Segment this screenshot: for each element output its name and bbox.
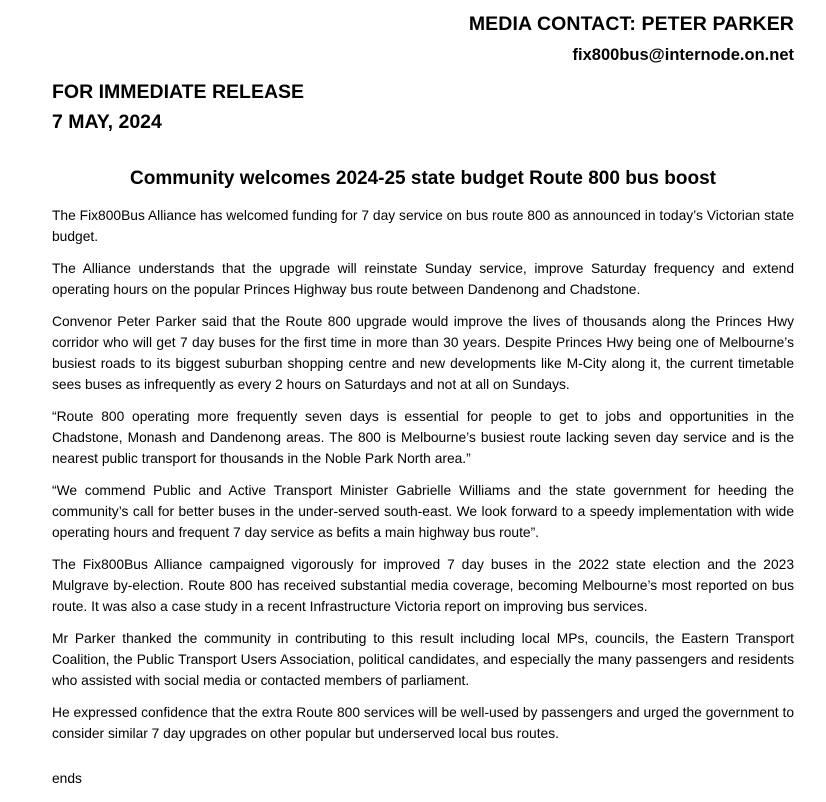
paragraph-8: He expressed confidence that the extra Route 800 services will be well-used by passengers and urged the government to consider similar 7 day upgrades on other popular but underserved local bus routes.	[52, 705, 794, 741]
paragraph-6: The Fix800Bus Alliance campaigned vigorously for improved 7 day buses in the 2022 state election and the 2023 Mulgrave by-election. Route 800 has received substantial media coverage, becoming Melbourne’s most reported on bus route. It was also a case study in a recent Infrastructure Victoria report on improving bus services.	[52, 557, 794, 614]
paragraph-5: “We commend Public and Active Transport Minister Gabrielle Williams and the state government for heeding the community’s call for better buses in the under-served south-east. We look forward to a speedy implementation with wide operating hours and frequent 7 day service as befits a main highway bus route”.	[52, 483, 794, 540]
paragraph-3: Convenor Peter Parker said that the Route 800 upgrade would improve the lives of thousands along the Princes Hwy corridor who will get 7 day buses for the first time in more than 30 years. Despite Princes Hwy being one of Melbourne’s busiest roads to its biggest suburban shopping centre and new developments like M-City along it, the current timetable sees buses as infrequently as every 2 hours on Saturdays and not at all on Sundays.	[52, 314, 794, 392]
headline: Community welcomes 2024-25 state budget Route 800 bus boost	[130, 168, 716, 189]
paragraph-2: The Alliance understands that the upgrade will reinstate Sunday service, improve Saturday frequency and extend operating hours on the popular Princes Highway bus route between Dandenong and Chadstone.	[52, 261, 794, 297]
release-date: 7 MAY, 2024	[52, 111, 162, 133]
paragraph-1: The Fix800Bus Alliance has welcomed funding for 7 day service on bus route 800 as announced in today’s Victorian state budget.	[52, 208, 794, 244]
article-body	[52, 205, 794, 755]
contact-email: fix800bus@internode.on.net	[572, 46, 794, 64]
paragraph-7: Mr Parker thanked the community in contributing to this result including local MPs, councils, the Eastern Transport Coalition, the Public Transport Users Association, political candidates, and especially the many passengers and residents who assisted with social media or contacted members of parliament.	[52, 631, 794, 688]
ends-marker: ends	[52, 771, 82, 786]
paragraph-4: “Route 800 operating more frequently seven days is essential for people to get to jobs and opportunities in the Chadstone, Monash and Dandenong areas. The 800 is Melbourne’s busiest route lacking seven day service and is the nearest public transport for thousands in the Noble Park North area.”	[52, 409, 794, 466]
release-label: FOR IMMEDIATE RELEASE	[52, 81, 305, 103]
media-contact: MEDIA CONTACT: PETER PARKER	[468, 13, 794, 35]
